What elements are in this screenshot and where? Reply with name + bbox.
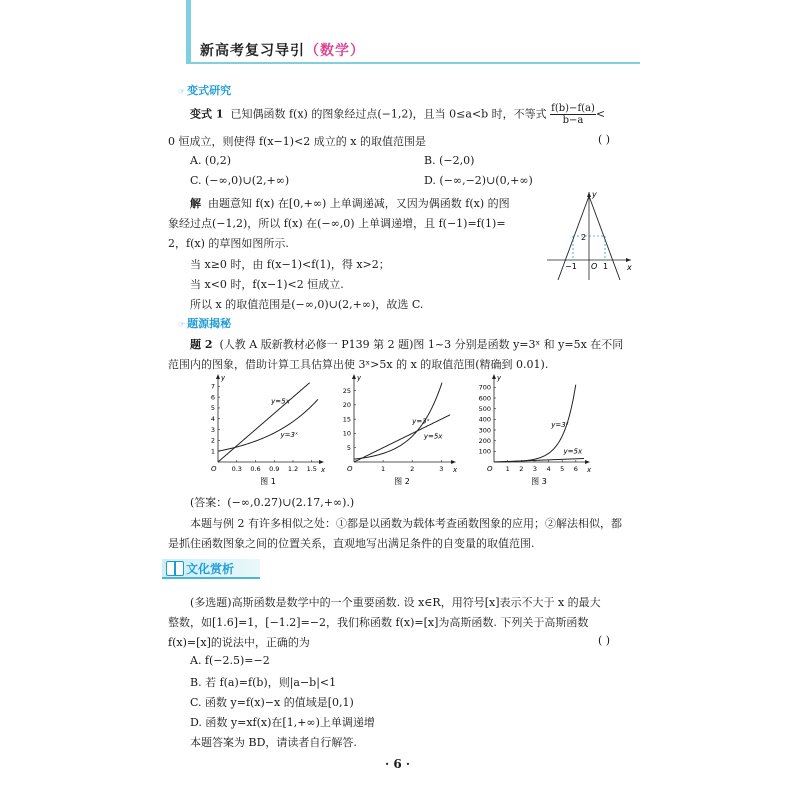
origin-label: O bbox=[211, 465, 217, 473]
gauss-line3: f(x)=[x]的说法中，正确的为 bbox=[168, 636, 310, 649]
y-tick-label: 4 bbox=[210, 415, 215, 424]
section-variant-study: ☞ 变式研究 bbox=[178, 84, 232, 97]
series-label: y=3ˣ bbox=[412, 417, 430, 426]
solution-line1: 解 由题意知 f(x) 在[0,+∞) 上单调递减，又因为偶函数 f(x) 的图 bbox=[190, 197, 510, 210]
y-tick-label: 700 bbox=[478, 383, 491, 392]
page-number: · 6 · bbox=[385, 757, 411, 771]
variant-problem-line1: 变式 1 已知偶函数 f(x) 的图象经过点(−1,2)，且当 0≤a<b 时，不等式 $\frac{f(b)-f(a)}{b-a}$ < bbox=[190, 103, 606, 126]
problem2-comment-line1: 本题与例 2 有许多相似之处：①都是以函数为载体考查函数图象的应用；②解法相似，都 bbox=[190, 517, 622, 530]
y-tick-label: 10 bbox=[342, 429, 351, 438]
header-accent-bar bbox=[186, 0, 191, 62]
section-culture-title: 文化赏析 bbox=[186, 562, 235, 576]
origin-label: O bbox=[487, 465, 493, 473]
y-tick-label: 200 bbox=[478, 436, 491, 445]
book-icon bbox=[166, 561, 184, 576]
x-tick-label: 6 bbox=[573, 465, 578, 473]
even-function-sketch bbox=[545, 188, 635, 284]
series-label: y=5x bbox=[423, 432, 443, 441]
x-tick-label: 3 bbox=[439, 465, 444, 473]
x-tick-label: 4 bbox=[546, 465, 551, 473]
sketch-origin: O bbox=[591, 262, 598, 271]
y-axis-label: y bbox=[497, 374, 502, 382]
sketch-y-label: y bbox=[592, 190, 597, 199]
x-tick-label: 1 bbox=[505, 465, 510, 473]
problem2-answer: (答案：(−∞,0.27)∪(2.17,+∞).) bbox=[190, 496, 355, 509]
variant-problem-line2: 0 恒成立，则使得 f(x−1)<2 成立的 x 的取值范围是 bbox=[168, 135, 426, 148]
solution-line2: 象经过点(−1,2)，所以 f(x) 在(−∞,0) 上单调递增，且 f(−1)=f(1)= bbox=[168, 217, 506, 230]
option-b: B. (−2,0) bbox=[424, 154, 475, 167]
gauss-answer-note: 本题答案为 BD，请读者自行解答. bbox=[190, 736, 357, 749]
header-subtitle: （数学） bbox=[305, 43, 365, 59]
sketch-one: 1 bbox=[603, 262, 609, 271]
x-tick-label: 2 bbox=[519, 465, 524, 473]
series-label: y=5x bbox=[271, 397, 290, 406]
chart-figure-2 bbox=[338, 370, 460, 488]
y-axis-arrow-icon bbox=[216, 374, 220, 379]
solution-line5: 当 x<0 时，f(x−1)<2 恒成立. bbox=[190, 278, 344, 291]
answer-blank: ( ) bbox=[598, 133, 611, 146]
x-axis-label: x bbox=[321, 466, 326, 474]
y-tick-label: 25 bbox=[342, 386, 351, 395]
x-tick-label: 0.3 bbox=[231, 465, 242, 473]
y-tick-label: 15 bbox=[342, 415, 351, 424]
chart-title: 图 1 bbox=[260, 477, 276, 486]
x-tick-label: 0.6 bbox=[250, 465, 261, 473]
problem2-line2: 范围内的图象，借助计算工具估算出使 3ˣ>5x 的 x 的取值范围(精确到 0.01). bbox=[168, 358, 549, 371]
gauss-option-d: D. 函数 y=xf(x)在[1,+∞)上单调递增 bbox=[190, 716, 375, 729]
series-label: y=3ˣ bbox=[280, 431, 299, 440]
y-tick-label: 400 bbox=[478, 415, 491, 424]
option-a: A. (0,2) bbox=[190, 154, 232, 167]
gauss-option-c: C. 函数 y=f(x)−x 的值域是[0,1) bbox=[190, 696, 354, 709]
section-source-reveal: ☞ 题源揭秘 bbox=[178, 317, 232, 330]
solution-line3: 2，f(x) 的草图如图所示. bbox=[168, 237, 289, 250]
section-marker-icon: ☞ bbox=[178, 320, 186, 329]
y-tick-label: 600 bbox=[478, 394, 491, 403]
series-label: y=3ˣ bbox=[551, 420, 569, 429]
y-tick-label: 7 bbox=[210, 382, 215, 391]
x-axis-arrow-icon bbox=[585, 460, 590, 464]
x-axis-label: x bbox=[587, 466, 592, 474]
x-tick-label: 1.2 bbox=[287, 465, 299, 473]
solution-line6: 所以 x 的取值范围是(−∞,0)∪(2,+∞)，故选 C. bbox=[190, 298, 424, 311]
chart-title: 图 2 bbox=[394, 477, 410, 486]
sketch-x-label: x bbox=[627, 263, 632, 272]
x-tick-label: 2 bbox=[410, 465, 415, 473]
chart-figure-3 bbox=[468, 370, 592, 488]
problem2-line1: 题 2 (人教 A 版新教材必修一 P139 第 2 题)图 1~3 分别是函数 y=3ˣ 和 y=5x 在不同 bbox=[190, 338, 624, 351]
y-tick-label: 100 bbox=[478, 447, 491, 456]
section-marker-icon: ☞ bbox=[178, 87, 186, 96]
y-axis-arrow-icon bbox=[352, 374, 356, 379]
y-tick-label: 3 bbox=[210, 425, 215, 434]
y-tick-label: 5 bbox=[346, 444, 351, 453]
gauss-line1: (多选题)高斯函数是数学中的一个重要函数. 设 x∈R，用符号[x]表示不大于 x 的最大 bbox=[190, 596, 601, 609]
series-line-exponential bbox=[218, 399, 318, 451]
sketch-x-arrow-icon bbox=[626, 258, 631, 262]
header-title: 新高考复习导引（数学） bbox=[200, 43, 365, 59]
y-tick-label: 300 bbox=[478, 426, 491, 435]
gauss-option-b: B. 若 f(a)=f(b)，则|a−b|<1 bbox=[190, 676, 337, 689]
y-tick-label: 6 bbox=[210, 393, 215, 402]
section-culture-appreciation bbox=[162, 559, 262, 579]
y-tick-label: 2 bbox=[210, 436, 215, 445]
series-label: y=5x bbox=[563, 447, 583, 456]
sketch-value-2: 2 bbox=[581, 233, 587, 242]
sketch-neg1: −1 bbox=[565, 262, 577, 271]
problem2-comment-line2: 是抓住函数图象之间的位置关系，直观地写出满足条件的自变量的取值范围. bbox=[168, 537, 535, 550]
gauss-line2: 整数，如[1.6]=1，[−1.2]=−2，我们称函数 f(x)=[x]为高斯函数. 下列关于高斯函数 bbox=[168, 616, 589, 629]
y-tick-label: 5 bbox=[210, 404, 215, 413]
x-tick-label: 1 bbox=[381, 465, 386, 473]
y-axis-label: y bbox=[221, 374, 226, 382]
y-tick-label: 1 bbox=[210, 447, 215, 456]
x-tick-label: 0.9 bbox=[269, 465, 280, 473]
gauss-answer-blank: ( ) bbox=[598, 634, 611, 647]
x-tick-label: 1.5 bbox=[306, 465, 317, 473]
series-line-linear bbox=[218, 383, 310, 462]
solution-line4: 当 x≥0 时，由 f(x−1)<f(1)，得 x>2； bbox=[190, 258, 390, 271]
x-axis-arrow-icon bbox=[319, 460, 324, 464]
x-tick-label: 3 bbox=[532, 465, 537, 473]
x-tick-label: 5 bbox=[560, 465, 565, 473]
origin-label: O bbox=[347, 465, 353, 473]
x-axis-label: x bbox=[453, 466, 458, 474]
inequality-fraction: $\frac{f(b)-f(a)}{b-a}$ bbox=[551, 103, 595, 126]
x-axis-arrow-icon bbox=[451, 460, 456, 464]
chart-figure-1 bbox=[200, 370, 330, 488]
chart-title: 图 3 bbox=[531, 477, 547, 486]
header-rule bbox=[186, 62, 640, 64]
gauss-option-a: A. f(−2.5)=−2 bbox=[190, 654, 270, 667]
option-c: C. (−∞,0)∪(2,+∞) bbox=[190, 174, 290, 187]
y-axis-label: y bbox=[357, 374, 362, 382]
option-d: D. (−∞,−2)∪(0,+∞) bbox=[424, 174, 533, 187]
y-axis-arrow-icon bbox=[492, 374, 496, 379]
y-tick-label: 500 bbox=[478, 404, 491, 413]
y-tick-label: 20 bbox=[342, 401, 351, 410]
